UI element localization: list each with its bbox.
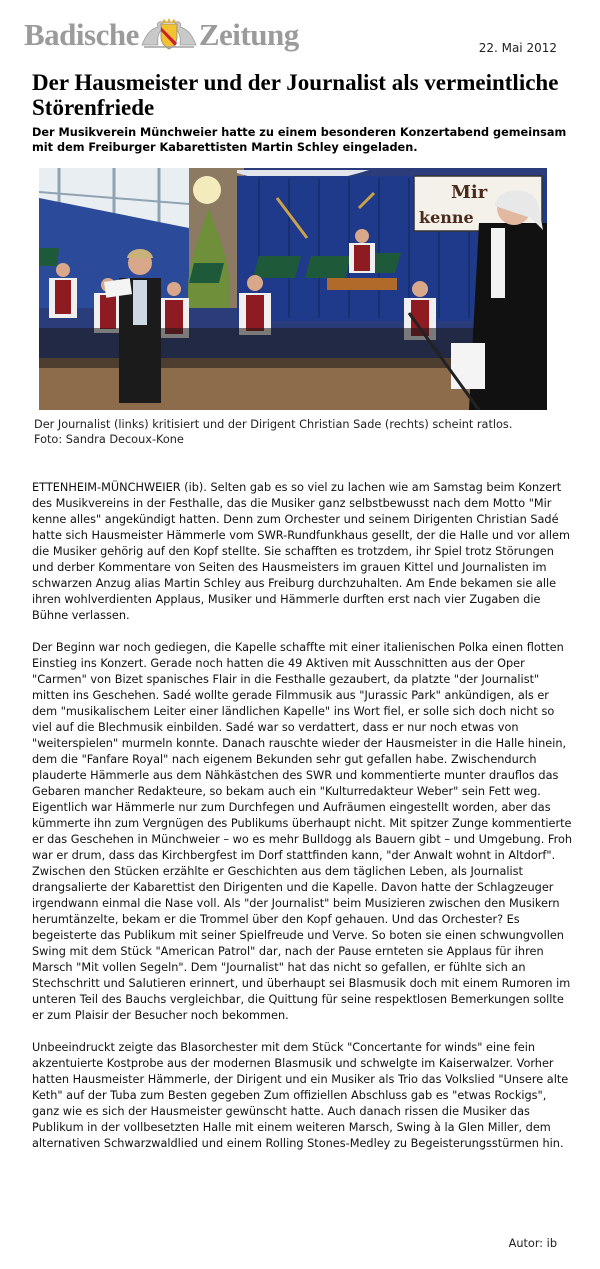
coat-of-arms-icon bbox=[140, 17, 198, 51]
article-headline: Der Hausmeister und der Journalist als vermeintliche Störenfriede bbox=[32, 70, 559, 120]
publication-date: 22. Mai 2012 bbox=[478, 41, 557, 55]
photo-caption: Der Journalist (links) kritisiert und der Dirigent Christian Sade (rechts) scheint ratlos. bbox=[34, 418, 513, 431]
photo-caption-block bbox=[34, 417, 574, 447]
concert-photo-illustration bbox=[39, 168, 547, 410]
sign-text-line2: kenne bbox=[419, 208, 474, 227]
photo-credit: Foto: Sandra Decoux-Kone bbox=[34, 433, 184, 446]
article-paragraph: ETTENHEIM-MÜNCHWEIER (ib). Selten gab es so viel zu lachen wie am Samstag beim Konzert des Musikvereins in der Festhalle, das die Musiker ganz selbstbewusst nach dem Motto "Mir kenne alles" angekündigt hatten. Denn zum Orchester und seinem Dirigenten Christian Sadé hatte sich Hausmeister Hämmerle vom SWR-Rundfunkhaus gesellt, der die Halle und vor allem die Musiker gehörig auf den Kopf stellte. Sie schafften es trotzdem, ihr Spiel trotz Störungen und derber Kommentare von Seiten des Hausmeisters im grauen Kittel und Journalisten im schwarzen Anzug alias Martin Schley aus Freiburg durchzuhalten. Am Ende bekamen sie alle ihren wohlverdienten Applaus, Musiker und Hämmerle durften erst nach vier Zugaben die Bühne verlassen. bbox=[32, 481, 570, 622]
sign-text-line1: Mir bbox=[451, 182, 488, 203]
article-paragraph: Der Beginn war noch gediegen, die Kapelle schaffte mit einer italienischen Polka einen flotten Einstieg ins Konzert. Gerade noch hatten die 49 Aktiven mit Ausschnitten aus der Oper "Carmen" von Bizet spanisches Flair in die Festhalle gezaubert, da platzte "der Journalist" mitten ins Geschehen. Sadé wollte gerade Filmmusik aus "Jurassic Park" ankündigen, als er dem "musikalischem Leiter einer ländlichen Kapelle" ins Wort fiel, er solle sich doch nicht so viel auf die Blechmusik einbilden. Sadé war so verdattert, dass er nur noch etwas von "weiterspielen" murmeln konnte. Danach rauschte wieder der Hausmeister in die Halle hinein, dem die "Fanfare Royal" nach eigenem Bekunden sehr gut gefallen habe. Zwischendurch plauderte Hämmerle aus dem Nähkästchen des SWR und kommentierte munter drauflos das Gebaren mancher Redakteure, so bekam auch ein "Kulturredakteur Weber" sein Fett weg. Eigentlich war Hämmerle nur zum Durchfegen und Aufräumen eingestellt worden, aber das kümmerte ihn zum Vergnügen des Publikums überhaupt nicht. Mit spitzer Zunge kommentierte er das Geschehen in Münchweier – wo es mehr Bulldogg als Bauern gibt – und Umgebung. Froh war er drum, dass das Kirchbergfest im Dorf stattfinden kann, "der Anwalt wohnt in Altdorf". Zwischen den Stücken erzählte er Geschichten aus dem täglichen Leben, als Journalist drangsalierte der Kabarettist den Dirigenten und die Kapelle. Davon hatte der Schlagzeuger irgendwann einmal die Nase voll. Als "der Journalist" beim Musizieren zwischen den Musikern herumtänzelte, bekam er die Trommel über den Kopf gehauen. Und das Orchester? Es begeisterte das Publikum mit seiner Spielfreude und Verve. So boten sie einen schwungvollen Swing mit dem Stück "American Patrol" dar, nach der Pause ernteten sie Applaus für ihren Marsch "Mit vollen Segeln". Dem "Journalist" hat das nicht so gefallen, er fühlte sich an Stechschritt und Salutieren erinnert, und überhaupt sei Blasmusik doch mit einem Rumoren im unteren Teil des Bauchs vergleichbar, die Quittung für seine respektlosen Bemerkungen sollte er zum Plaisir der Besucher noch bekommen. bbox=[32, 641, 573, 1022]
article-paragraph: Unbeeindruckt zeigte das Blasorchester mit dem Stück "Concertante for winds" eine fein akzentuierte Kostprobe aus der modernen Blasmusik und schwelgte im Kaiserwalzer. Vorher hatten Hausmeister Hämmerle, der Dirigent und ein Musiker als Trio das Volkslied "Unsere alte Keth" auf der Tuba zum Besten gegeben Zum offiziellen Abschluss gab es "etwas Rockigs", ganz wie es sich der Hausmeister gewünscht hatte. Auch danach rissen die Musiker das Publikum in der vollbesetzten Halle mit einem weiteren Marsch, Swing à la Glen Miller, dem alternativen Schwarzwaldlied und einem Rolling Stones-Medley zu Begeisterungsstürmen hin. bbox=[32, 1041, 569, 1150]
article-photo bbox=[39, 168, 547, 410]
article-author: Autor: ib bbox=[508, 1237, 557, 1250]
article-body bbox=[32, 480, 575, 1168]
article-subheadline: Der Musikverein Münchweier hatte zu einem besonderen Konzertabend gemeinsam mit dem Freiburger Kabarettisten Martin Schley eingeladen. bbox=[32, 126, 567, 154]
newspaper-logo bbox=[24, 14, 299, 54]
logo-left-word: Badische bbox=[24, 16, 139, 52]
logo-right-word: Zeitung bbox=[198, 16, 299, 52]
